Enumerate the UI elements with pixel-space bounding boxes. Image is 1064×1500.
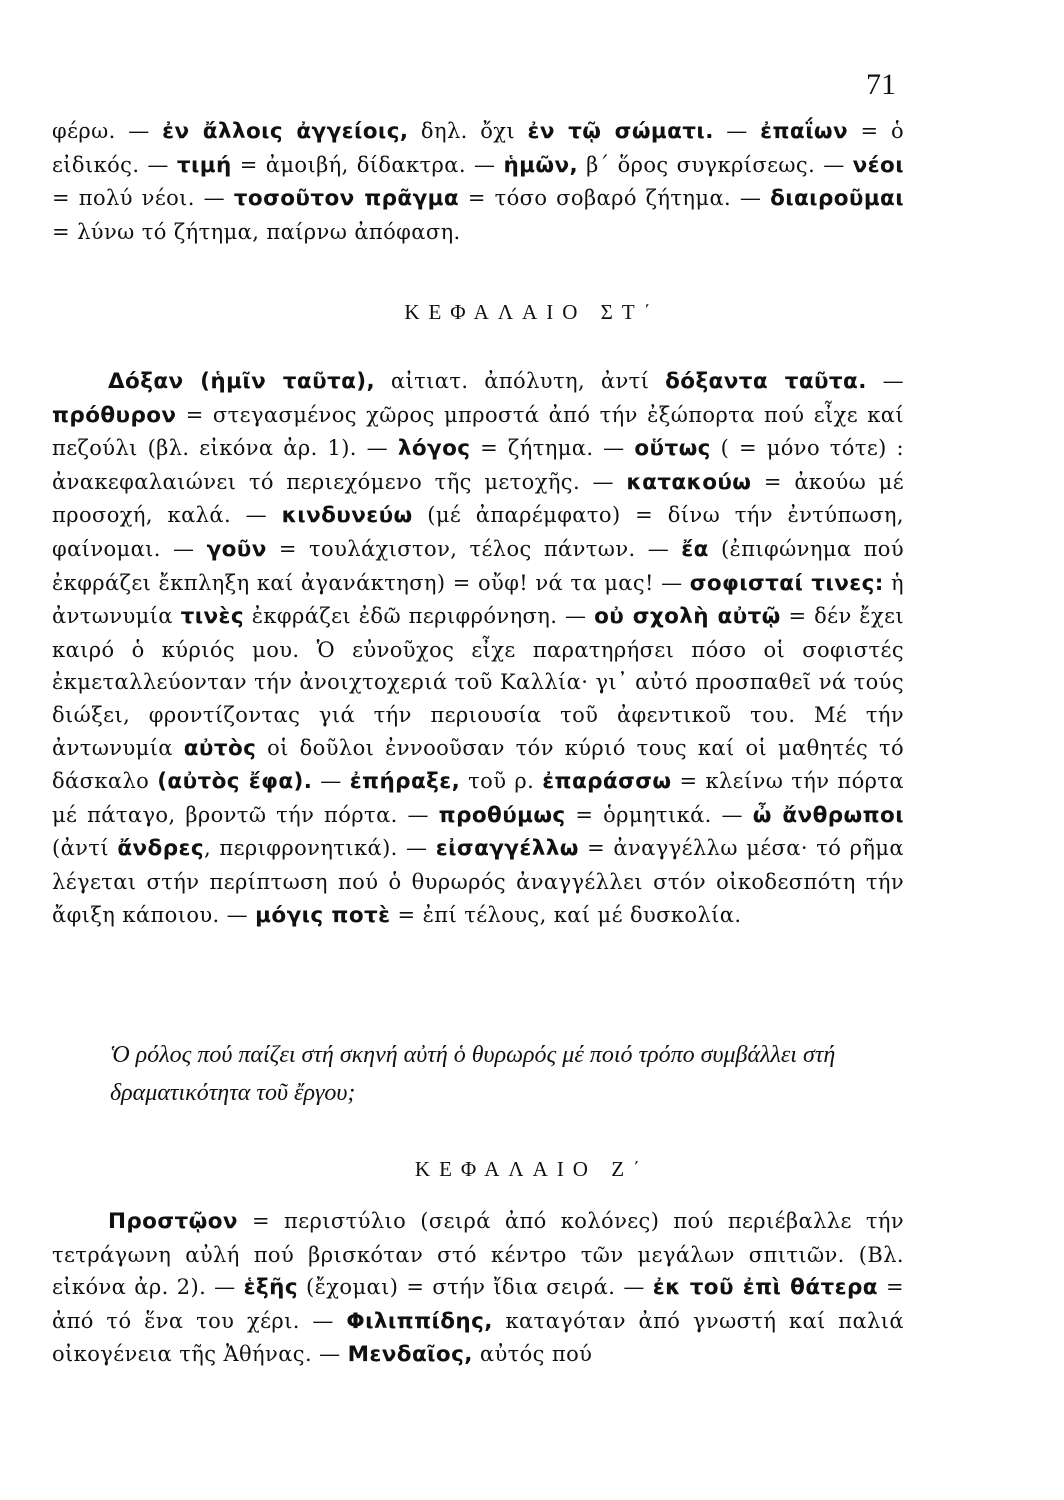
lemma-term: προθύμως [438,802,566,828]
gloss-text: = ἐπί τέλους, καί μέ δυσκολία. [390,902,742,927]
gloss-text: = ἀναγγέλλω μέσα· τό ρῆμα λέγεται στήν περίπτωση πού ὁ θυρωρός ἀναγγέλλει στόν οἰκοδεσπότη τήν ἄφιξη κάποιου. — [52,836,904,927]
glossary-paragraph-2 [52,365,904,932]
lemma-term: ἑξῆς [243,1275,298,1301]
lemma-term: τινὲς [180,604,245,630]
lemma-term: (αὐτὸς ἔφα). [157,769,313,795]
lemma-term: οὕτως [634,436,711,462]
gloss-text: — [312,769,350,794]
page-number: 71 [866,68,896,101]
lemma-term: μόγις ποτὲ [255,902,391,928]
gloss-text: = ζήτημα. — [470,436,635,461]
gloss-text: οἱ δοῦλοι ἐννοοῦσαν τόν κύριό τους καί οἱ μαθητές τό δάσκαλο [52,735,905,794]
gloss-text: (ἀντί [52,836,118,861]
gloss-text: = ἀμοιβή, δίδακτρα. — [231,152,504,177]
gloss-text: ἡ ἀντωνυμία [52,570,904,629]
gloss-text: β΄ ὅρος συγκρίσεως. — [578,152,853,177]
chapter-heading-6: ΚΕΦΑΛΑΙΟ ΣΤ΄ [404,300,660,324]
lemma-term: ἐν τῷ σώματι. [527,119,714,144]
gloss-text: = ἀκούω μέ προσοχή, καλά. — [52,469,904,528]
lemma-term: πρόθυρον [52,402,177,428]
gloss-text: = ἀπό τό ἕνα του χέρι. — [52,1275,904,1333]
gloss-text: αὐτός πού [472,1342,593,1367]
chapter-heading-7: ΚΕΦΑΛΑΙΟ Ζ΄ [414,1157,650,1181]
lemma-term: δόξαντα ταῦτα. [665,369,867,394]
lemma-term: Δόξαν (ἡμῖν ταῦτα), [108,369,376,394]
study-question: Ὁ ρόλος πού παίζει στή σκηνή αὐτή ὁ θυρωρός μέ ποιό τρόπο συμβάλλει στή δραματικότητα τοῦ ἔργου; [110,1042,836,1106]
lemma-term: Προστῷον [108,1209,238,1234]
gloss-text: — [866,369,904,393]
glossary-paragraph-3 [52,1205,904,1372]
gloss-text: = τουλάχιστον, τέλος πάντων. — [266,536,682,561]
gloss-text: = τόσο σοβαρό ζήτημα. — [459,186,771,211]
gloss-text: αἰτιατ. ἀπόλυτη, ἀντί [375,369,666,393]
lemma-term: ἐπαΐων [760,119,848,144]
gloss-text: τοῦ ρ. [460,769,543,794]
gloss-text: ( = μόνο τότε) : ἀνακεφαλαιώνει τό περιεχόμενο τῆς μετοχῆς. — [52,436,904,494]
gloss-text: = περιστύλιο (σειρά ἀπό κολόνες) πού περιέβαλλε τήν τετράγωνη αὐλή πού βρισκόταν στό κέντρο τῶν μεγάλων σπιτιῶν. (Βλ. εἰκόνα ἀρ. 2). — [52,1209,904,1300]
gloss-text: , περιφρονητικά). — [204,836,436,861]
lemma-term: οὐ σχολὴ αὐτῷ [594,604,781,630]
lemma-term: τοσοῦτον πρᾶγμα [233,186,460,212]
gloss-text: καταγόταν ἀπό γνωστή καί παλιά οἰκογένεια τῆς Ἀθήνας. — [52,1308,904,1367]
lemma-term: ἐπαράσσω [542,769,672,795]
gloss-text: (μέ ἀπαρέμφατο) = δίνω τήν ἐντύπωση, φαίνομαι. — [52,503,904,561]
gloss-text: = πολύ νέοι. — [52,186,234,211]
gloss-text: = κλείνω τήν πόρτα μέ πάταγο, βροντῶ τήν πόρτα. — [52,769,905,827]
gloss-text: = ὁ εἰδικός. — [52,119,904,177]
lemma-term: σοφισταί τινες: [689,570,884,596]
gloss-text: (ἔχομαι) = στήν ἴδια σειρά. — [297,1275,653,1300]
lemma-term: ἄνδρες [117,836,205,862]
gloss-text: = στεγασμένος χῶρος μπροστά ἀπό τήν ἐξώπορτα πού εἶχε καί πεζούλι (βλ. εἰκόνα ἀρ. 1). — [52,402,904,461]
lemma-term: εἰσαγγέλλω [435,836,579,862]
gloss-text: (ἐπιφώνημα πού ἐκφράζει ἔκπληξη καί ἀγανάκτηση) = οὔφ! νά τα μας! — [52,536,904,595]
lemma-term: γοῦν [206,536,267,562]
lemma-term: ἐπήραξε, [349,769,461,795]
lemma-term: τιμή [176,152,232,178]
lemma-term: ἔα [681,536,709,562]
lemma-term: Μενδαῖος, [347,1342,473,1368]
gloss-text: = δέν ἔχει καιρό ὁ κύριός μου. Ὁ εὐνοῦχος εἶχε παρατηρήσει πόσο οἱ σοφιστές ἐκμεταλλεύονταν τήν ἀνοιχτοχεριά τοῦ Καλλία· γι᾽ αὐτό προσπαθεῖ νά τούς διώξει, φροντίζοντας γιά τήν περιουσία τοῦ ἀφεντικοῦ του. Μέ τήν ἀντωνυμία [52,604,905,760]
gloss-text: — [713,119,761,143]
gloss-text: ἐκφράζει ἐδῶ περιφρόνηση. — [244,604,595,629]
gloss-text: = ὁρμητικά. — [565,802,753,827]
lemma-term: Φιλιππίδης, [346,1308,493,1334]
lemma-term: λόγος [397,436,471,462]
lemma-term: νέοι [852,152,904,178]
gloss-text: δηλ. ὄχι [408,119,528,143]
gloss-text: = λύνω τό ζήτημα, παίρνω ἀπόφαση. [52,219,461,244]
lemma-term: ἐκ τοῦ ἐπὶ θάτερα [652,1275,878,1301]
gloss-text: φέρω. — [52,119,163,143]
lemma-term: κατακούω [626,469,752,495]
lemma-term: ὦ ἄνθρωποι [752,802,904,828]
lemma-term: κινδυνεύω [281,503,413,529]
lemma-term: ἡμῶν, [503,152,579,178]
lemma-term: διαιροῦμαι [770,186,905,212]
lemma-term: αὐτὸς [183,735,257,761]
lemma-term: ἐν ἄλλοις ἀγγείοις, [162,119,409,144]
glossary-paragraph-1 [52,115,904,248]
